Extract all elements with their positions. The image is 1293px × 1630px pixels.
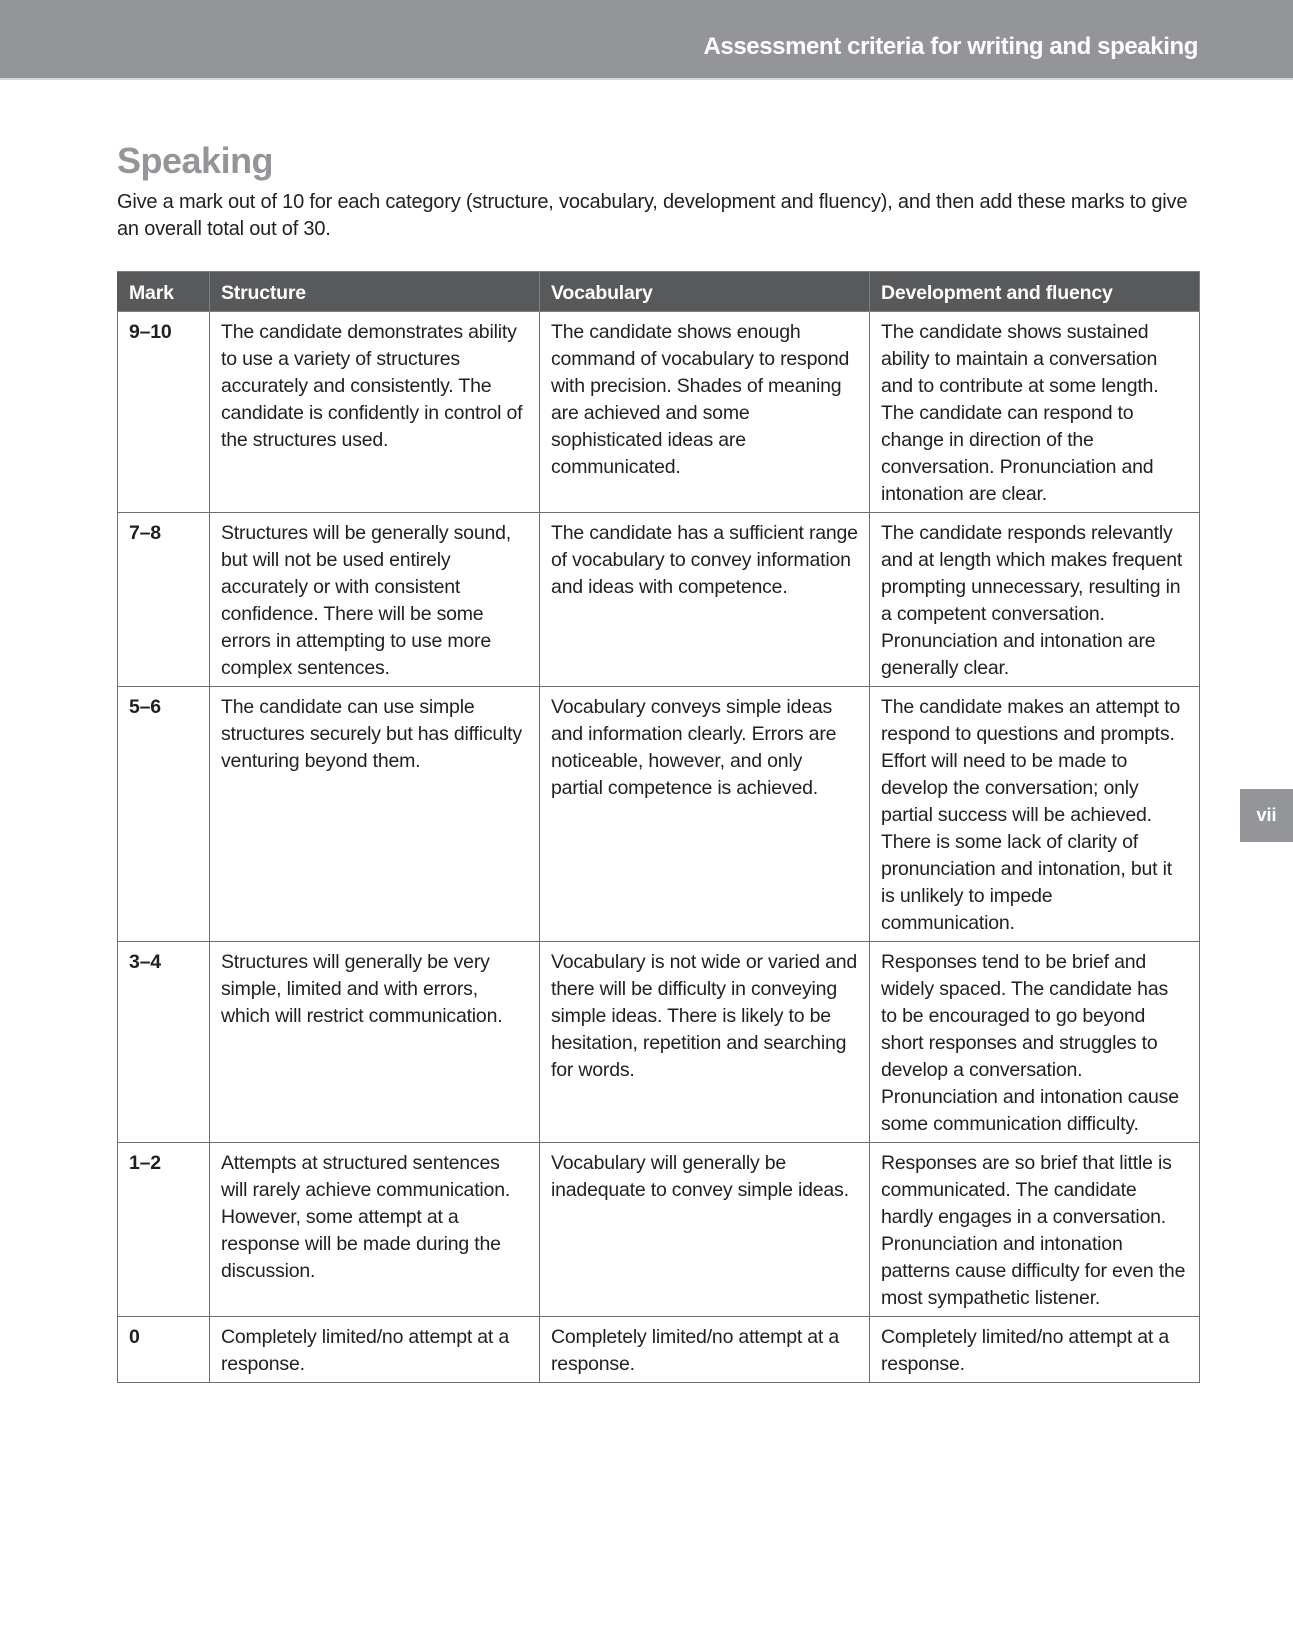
vocabulary-cell: Completely limited/no attempt at a response. [540,1317,870,1383]
page-number-tab [1240,789,1293,842]
mark-cell: 7–8 [118,513,210,687]
table-row [118,1317,1200,1383]
structure-cell: Structures will be generally sound, but will not be used entirely accurately or with consistent confidence. There will be some errors in attempting to use more complex sentences. [210,513,540,687]
vocabulary-cell: Vocabulary conveys simple ideas and information clearly. Errors are noticeable, however, and only partial competence is achieved. [540,687,870,942]
section-title: Speaking [117,140,274,181]
column-header-vocabulary: Vocabulary [540,272,870,312]
vocabulary-cell: The candidate shows enough command of vocabulary to respond with precision. Shades of meaning are achieved and some sophisticated ideas are communicated. [540,312,870,513]
mark-cell: 9–10 [118,312,210,513]
development-cell: The candidate makes an attempt to respond to questions and prompts. Effort will need to be made to develop the conversation; only partial success will be achieved. There is some lack of clarity of pronunciation and intonation, but it is unlikely to impede communication. [870,687,1200,942]
table-row [118,312,1200,513]
development-cell: Responses are so brief that little is communicated. The candidate hardly engages in a conversation. Pronunciation and intonation patterns cause difficulty for even the most sympathetic listener. [870,1143,1200,1317]
development-cell: The candidate shows sustained ability to maintain a conversation and to contribute at some length. The candidate can respond to change in direction of the conversation. Pronunciation and intonation are clear. [870,312,1200,513]
vocabulary-cell: Vocabulary is not wide or varied and there will be difficulty in conveying simple ideas. There is likely to be hesitation, repetition and searching for words. [540,942,870,1143]
table-row [118,1143,1200,1317]
development-cell: The candidate responds relevantly and at length which makes frequent prompting unnecessary, resulting in a competent conversation. Pronunciation and intonation are generally clear. [870,513,1200,687]
speaking-criteria-table [117,271,1200,1383]
vocabulary-cell: The candidate has a sufficient range of vocabulary to convey information and ideas with competence. [540,513,870,687]
vocabulary-cell: Vocabulary will generally be inadequate to convey simple ideas. [540,1143,870,1317]
table-header-row [118,272,1200,312]
running-header-title: Assessment criteria for writing and speaking [703,33,1198,60]
table-row [118,513,1200,687]
structure-cell: Structures will generally be very simple, limited and with errors, which will restrict communication. [210,942,540,1143]
column-header-development: Development and fluency [870,272,1200,312]
development-cell: Responses tend to be brief and widely spaced. The candidate has to be encouraged to go beyond short responses and struggles to develop a conversation. Pronunciation and intonation cause some communication difficulty. [870,942,1200,1143]
table-row [118,942,1200,1143]
development-cell: Completely limited/no attempt at a response. [870,1317,1200,1383]
page-number: vii [1256,805,1277,825]
page-header-band [0,0,1293,80]
structure-cell: Attempts at structured sentences will rarely achieve communication. However, some attempt at a response will be made during the discussion. [210,1143,540,1317]
column-header-mark: Mark [118,272,210,312]
structure-cell: The candidate can use simple structures securely but has difficulty venturing beyond them. [210,687,540,942]
table-row [118,687,1200,942]
structure-cell: The candidate demonstrates ability to use a variety of structures accurately and consistently. The candidate is confidently in control of the structures used. [210,312,540,513]
mark-cell: 0 [118,1317,210,1383]
column-header-structure: Structure [210,272,540,312]
mark-cell: 1–2 [118,1143,210,1317]
mark-cell: 5–6 [118,687,210,942]
section-intro: Give a mark out of 10 for each category (structure, vocabulary, development and fluency), and then add these marks to give an overall total out of 30. [117,191,1188,240]
structure-cell: Completely limited/no attempt at a response. [210,1317,540,1383]
mark-cell: 3–4 [118,942,210,1143]
